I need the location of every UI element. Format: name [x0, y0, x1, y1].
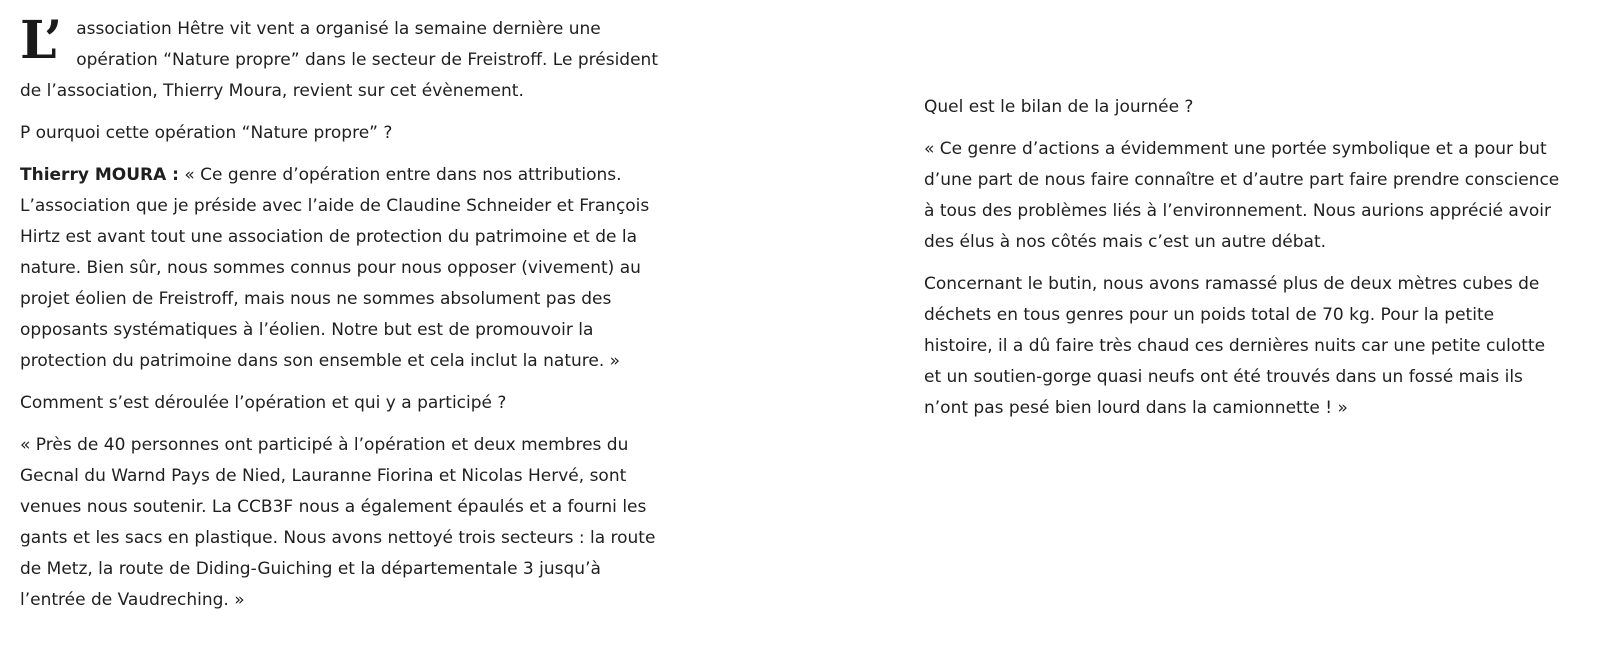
- drop-cap: L’: [20, 10, 63, 71]
- article-right-column: [924, 92, 1564, 435]
- answer-1: [20, 160, 665, 377]
- answer-3-paragraph-1: « Ce genre d’actions a évidemment une portée symbolique et a pour but d’une part de nous faire connaître et d’autre part faire prendre conscience à tous des problèmes liés à l’environnement. Nous aurions apprécié avoir des élus à nos côtés mais c’est un autre débat.: [924, 139, 1560, 252]
- answer-3-paragraph-2: Concernant le butin, nous avons ramassé plus de deux mètres cubes de déchets en tous genres pour un poids total de 70 kg. Pour la petite histoire, il a dû faire très chaud ces dernières nuits car une petite culotte et un soutien-gorge quasi neufs ont été trouvés dans un fossé mais ils n’ont pas pesé bien lourd dans la camionnette ! »: [924, 274, 1546, 418]
- speaker-name: Thierry MOURA :: [20, 165, 179, 185]
- article-left-column: [20, 10, 665, 627]
- answer-1-text: « Ce genre d’opération entre dans nos attributions. L’association que je préside avec l’aide de Claudine Schneider et François Hirtz est avant tout une association de protection du patrimoine et de la nature. Bien sûr, nous sommes connus pour nous opposer (vivement) au projet éolien de Freistroff, mais nous ne sommes absolument pas des opposants systématiques à l’éolien. Notre but est de promouvoir la protection du patrimoine dans son ensemble et cela inclut la nature. »: [20, 165, 650, 371]
- question-1: P ourquoi cette opération “Nature propre” ?: [20, 123, 393, 143]
- answer-2: « Près de 40 personnes ont participé à l’opération et deux membres du Gecnal du Warnd Pays de Nied, Lauranne Fiorina et Nicolas Hervé, sont venues nous soutenir. La CCB3F nous a également épaulés et a fourni les gants et les sacs en plastique. Nous avons nettoyé trois secteurs : la route de Metz, la route de Diding-Guiching et la départementale 3 jusqu’à l’entrée de Vaudreching. »: [20, 435, 656, 610]
- intro-text: association Hêtre vit vent a organisé la semaine dernière une opération “Nature propre” dans le secteur de Freistroff. Le président de l’association, Thierry Moura, revient sur cet évènement.: [20, 19, 658, 101]
- question-3: Quel est le bilan de la journée ?: [924, 97, 1194, 117]
- intro-paragraph: [20, 10, 665, 107]
- question-2: Comment s’est déroulée l’opération et qui y a participé ?: [20, 393, 507, 413]
